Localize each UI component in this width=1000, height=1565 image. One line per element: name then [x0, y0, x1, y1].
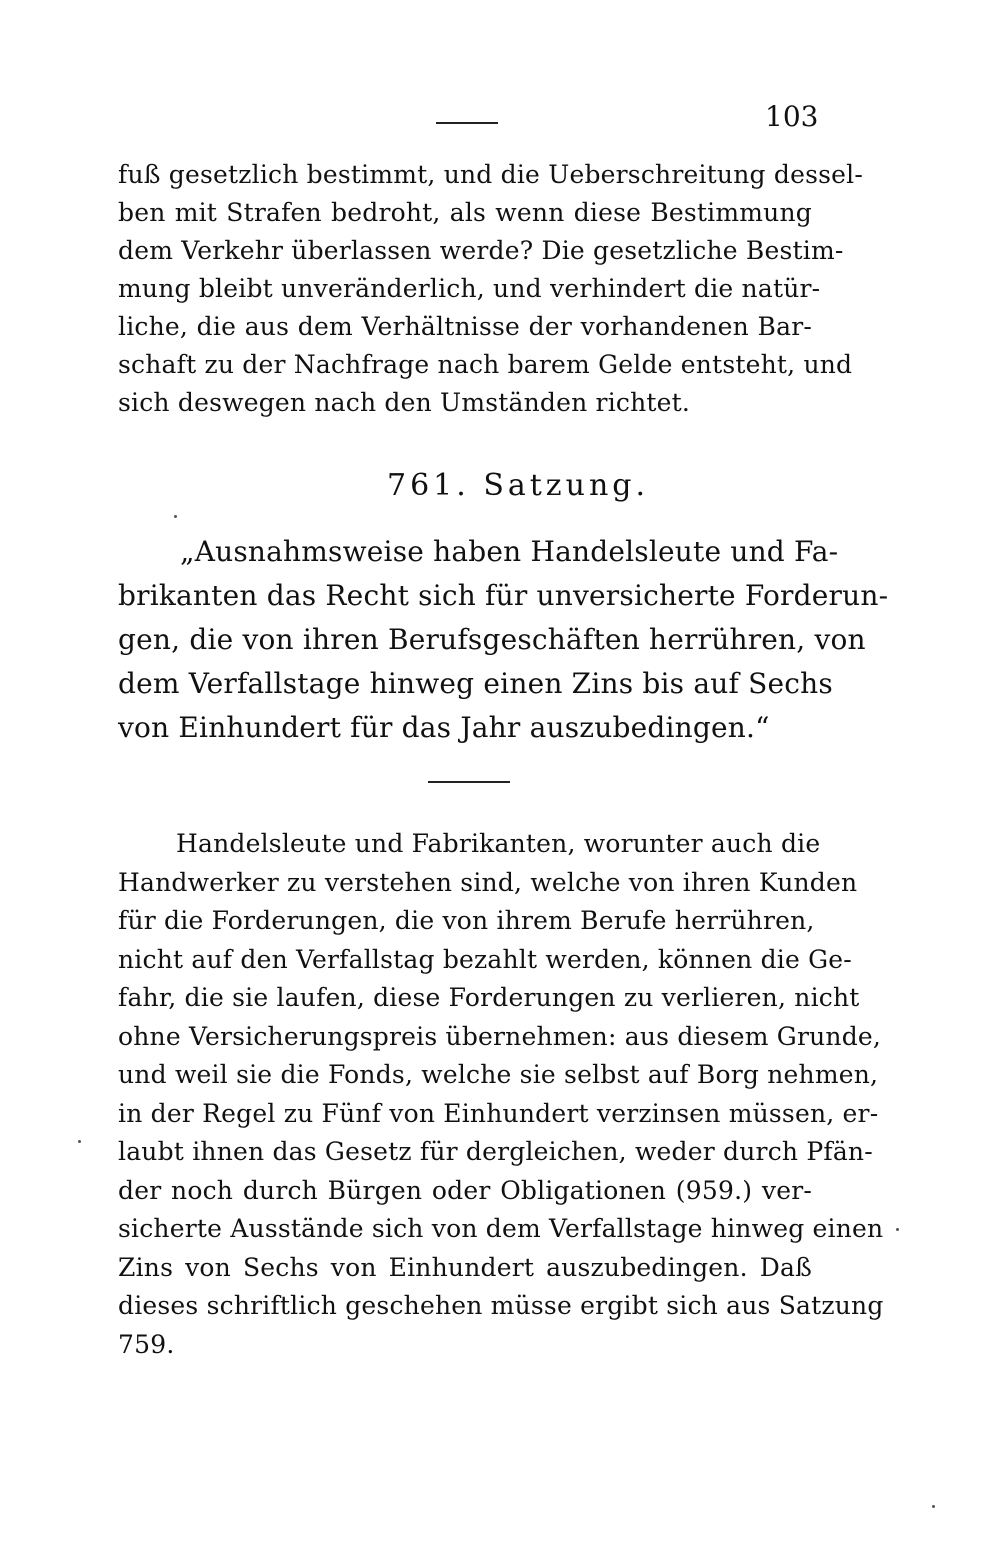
print-speck	[896, 1228, 899, 1231]
text-line: nicht auf den Verfallstag bezahlt werden, können die Ge-	[118, 944, 852, 974]
text-line: fahr, die sie laufen, diese Forderungen zu verlieren, nicht	[118, 983, 860, 1012]
statute-line: gen, die von ihren Berufsgeschäften herrühren, von	[118, 623, 866, 656]
section-title: 761. Satzung.	[386, 468, 649, 503]
text-line: und weil sie die Fonds, welche sie selbst auf Borg nehmen,	[118, 1060, 879, 1089]
text-line: dem Verkehr überlassen werde? Die gesetzliche Bestim-	[118, 236, 844, 265]
header-rule	[436, 122, 498, 124]
page-number: 103	[765, 100, 819, 133]
section-divider	[428, 781, 510, 783]
text-line: in der Regel zu Fünf von Einhundert verzinsen müssen, er-	[118, 1098, 879, 1128]
text-line: dieses schriftlich geschehen müsse ergibt sich aus Satzung	[118, 1291, 884, 1320]
text-line: schaft zu der Nachfrage nach barem Gelde entsteht, und	[118, 350, 853, 379]
statute-line: dem Verfallstage hinweg einen Zins bis auf Sechs	[118, 667, 833, 700]
text-line: Handwerker zu verstehen sind, welche von ihren Kunden	[118, 867, 858, 897]
statute-line: brikanten das Recht sich für unversicherte Forderun-	[118, 579, 889, 612]
text-line: sich deswegen nach den Umständen richtet.	[118, 388, 691, 417]
text-line: für die Forderungen, die von ihrem Berufe herrühren,	[118, 906, 815, 935]
text-line: Zins von Sechs von Einhundert auszubedingen. Daß	[118, 1252, 812, 1282]
print-speck	[932, 1505, 935, 1508]
text-line: sicherte Ausstände sich von dem Verfallstage hinweg einen	[118, 1214, 884, 1243]
statute-line: von Einhundert für das Jahr auszubedingen.“	[118, 711, 770, 744]
paragraph-continuation	[118, 156, 863, 422]
commentary-paragraph	[118, 825, 884, 1364]
print-speck	[78, 1140, 81, 1143]
print-speck	[174, 515, 177, 518]
text-line: der noch durch Bürgen oder Obligationen (959.) ver-	[118, 1175, 812, 1205]
statute-text	[118, 530, 889, 750]
text-line: fuß gesetzlich bestimmt, und die Ueberschreitung dessel-	[118, 160, 863, 189]
text-line: laubt ihnen das Gesetz für dergleichen, weder durch Pfän-	[118, 1137, 873, 1166]
text-line: ohne Versicherungspreis übernehmen: aus diesem Grunde,	[118, 1021, 882, 1051]
text-line: mung bleibt unveränderlich, und verhindert die natür-	[118, 274, 821, 303]
text-line: Handelsleute und Fabrikanten, worunter auch die	[176, 829, 821, 858]
text-line: liche, die aus dem Verhältnisse der vorhandenen Bar-	[118, 312, 812, 341]
text-line: ben mit Strafen bedroht, als wenn diese Bestimmung	[118, 198, 812, 227]
statute-line: „Ausnahmsweise haben Handelsleute und Fa-	[180, 535, 839, 568]
text-line: 759.	[118, 1329, 175, 1359]
